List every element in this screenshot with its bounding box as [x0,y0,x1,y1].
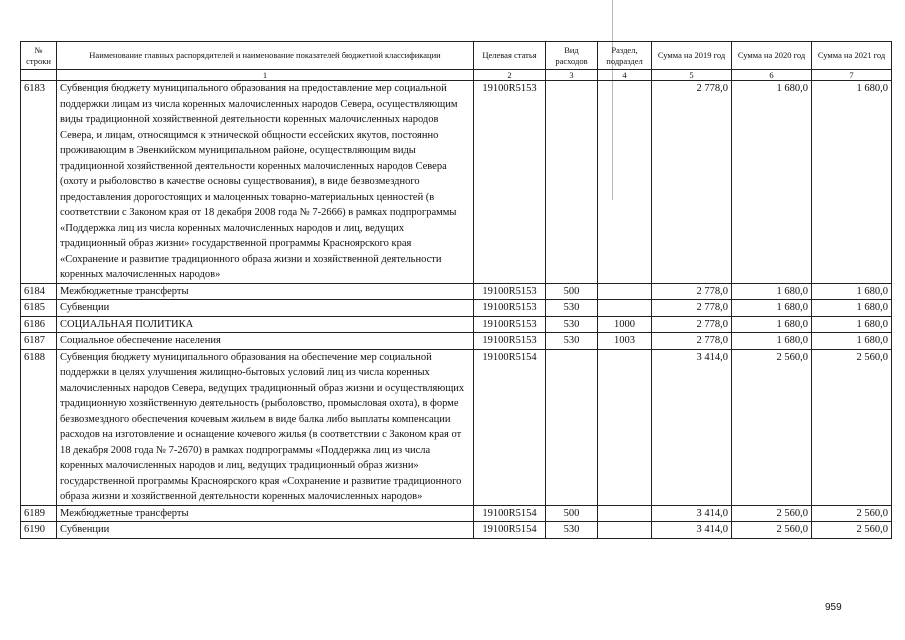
target-code: 19100R5153 [474,283,546,300]
amount-2020: 2 560,0 [732,522,812,539]
col-2020: Сумма на 2020 год [732,42,812,70]
table-row [21,300,892,317]
expense-type: 530 [546,522,598,539]
amount-2021: 2 560,0 [812,349,892,505]
amount-2019: 3 414,0 [652,349,732,505]
target-code: 19100R5153 [474,333,546,350]
column-number: 5 [652,70,732,81]
row-number: 6187 [21,333,57,350]
row-name: Межбюджетные трансферты [57,505,474,522]
amount-2020: 1 680,0 [732,300,812,317]
row-name: Межбюджетные трансферты [57,283,474,300]
amount-2020: 2 560,0 [732,349,812,505]
amount-2019: 3 414,0 [652,522,732,539]
column-number: 6 [732,70,812,81]
col-expense-type: Вид расходов [546,42,598,70]
header-row [21,42,892,70]
section-code [598,505,652,522]
column-number: 4 [598,70,652,81]
amount-2021: 2 560,0 [812,505,892,522]
amount-2019: 2 778,0 [652,81,732,284]
target-code: 19100R5154 [474,522,546,539]
section-code [598,283,652,300]
col-section: Раздел, подраздел [598,42,652,70]
expense-type: 530 [546,333,598,350]
row-name: Субвенции [57,522,474,539]
amount-2021: 1 680,0 [812,316,892,333]
amount-2020: 1 680,0 [732,333,812,350]
column-number: 2 [474,70,546,81]
row-name: Субвенции [57,300,474,317]
col-2021: Сумма на 2021 год [812,42,892,70]
section-code: 1000 [598,316,652,333]
row-name: Субвенция бюджету муниципального образования на предоставление мер социальной поддержки лицам из числа коренных малочисленных народов Севера, осуществляющим виды традиционной хозяйственной деятельности коренных малочисленных народов Севера, и лицам, относящимся к этнической общности ессейских якутов, постоянно проживающим в Эвенкийском муниципальном районе, осуществляющим виды традиционной хозяйственной деятельности коренных малочисленных народов Севера (охоту и рыболовство в качестве основы существования), в виде безвозмездного предоставления дорогостоящих и малоценных товарно-материальных ценностей (в соответствии с Законом края от 18 декабря 2008 года № 7-2666) в рамках подпрограммы «Поддержка лиц из числа коренных малочисленных народов и лиц, ведущих традиционный образ жизни» государственной программы Красноярского края «Сохранение и развитие традиционного образа жизни и хозяйственной деятельности коренных малочисленных народов» [57,81,474,284]
amount-2021: 1 680,0 [812,283,892,300]
column-number [21,70,57,81]
target-code: 19100R5153 [474,81,546,284]
table-row [21,283,892,300]
row-number: 6190 [21,522,57,539]
amount-2021: 1 680,0 [812,81,892,284]
amount-2020: 1 680,0 [732,316,812,333]
amount-2021: 1 680,0 [812,300,892,317]
table-row [21,522,892,539]
amount-2020: 2 560,0 [732,505,812,522]
target-code: 19100R5153 [474,316,546,333]
table-row [21,316,892,333]
amount-2020: 1 680,0 [732,81,812,284]
section-code [598,81,652,284]
expense-type: 530 [546,300,598,317]
col-row-no: № строки [21,42,57,70]
row-number: 6183 [21,81,57,284]
column-number: 1 [57,70,474,81]
target-code: 19100R5154 [474,349,546,505]
amount-2019: 2 778,0 [652,333,732,350]
page-number: 959 [825,602,842,613]
col-target: Целевая статья [474,42,546,70]
amount-2019: 2 778,0 [652,316,732,333]
row-number: 6188 [21,349,57,505]
target-code: 19100R5153 [474,300,546,317]
expense-type: 500 [546,283,598,300]
table-row [21,333,892,350]
row-name: Субвенция бюджету муниципального образования на обеспечение мер социальной поддержки в целях улучшения жилищно-бытовых условий лиц из числа коренных малочисленных народов Севера, ведущих традиционный образ жизни и осуществляющих традиционную хозяйственную деятельность (рыболовство, промысловая охота), в форме безвозмездного обеспечения кочевым жильем в виде балка либо выплаты компенсации расходов на изготовление и оснащение кочевого жилья (в соответствии с Законом края от 18 декабря 2008 года № 7-2670) в рамках подпрограммы «Поддержка лиц из числа коренных малочисленных народов и лиц, ведущих традиционный образ жизни» государственной программы Красноярского края «Сохранение и развитие традиционного образа жизни и хозяйственной деятельности коренных малочисленных народов» [57,349,474,505]
row-name: Социальное обеспечение населения [57,333,474,350]
table-row [21,349,892,505]
expense-type [546,81,598,284]
col-name: Наименование главных распорядителей и наименование показателей бюджетной классификации [57,42,474,70]
budget-table [20,41,892,539]
row-number: 6189 [21,505,57,522]
expense-type: 500 [546,505,598,522]
column-numbers-row [21,70,892,81]
row-number: 6186 [21,316,57,333]
section-code: 1003 [598,333,652,350]
table-row [21,505,892,522]
amount-2019: 3 414,0 [652,505,732,522]
expense-type [546,349,598,505]
amount-2019: 2 778,0 [652,283,732,300]
section-code [598,349,652,505]
section-code [598,300,652,317]
col-2019: Сумма на 2019 год [652,42,732,70]
row-name: СОЦИАЛЬНАЯ ПОЛИТИКА [57,316,474,333]
row-number: 6185 [21,300,57,317]
amount-2021: 1 680,0 [812,333,892,350]
column-number: 7 [812,70,892,81]
row-number: 6184 [21,283,57,300]
amount-2019: 2 778,0 [652,300,732,317]
section-code [598,522,652,539]
amount-2020: 1 680,0 [732,283,812,300]
table-row [21,81,892,284]
amount-2021: 2 560,0 [812,522,892,539]
target-code: 19100R5154 [474,505,546,522]
expense-type: 530 [546,316,598,333]
column-number: 3 [546,70,598,81]
